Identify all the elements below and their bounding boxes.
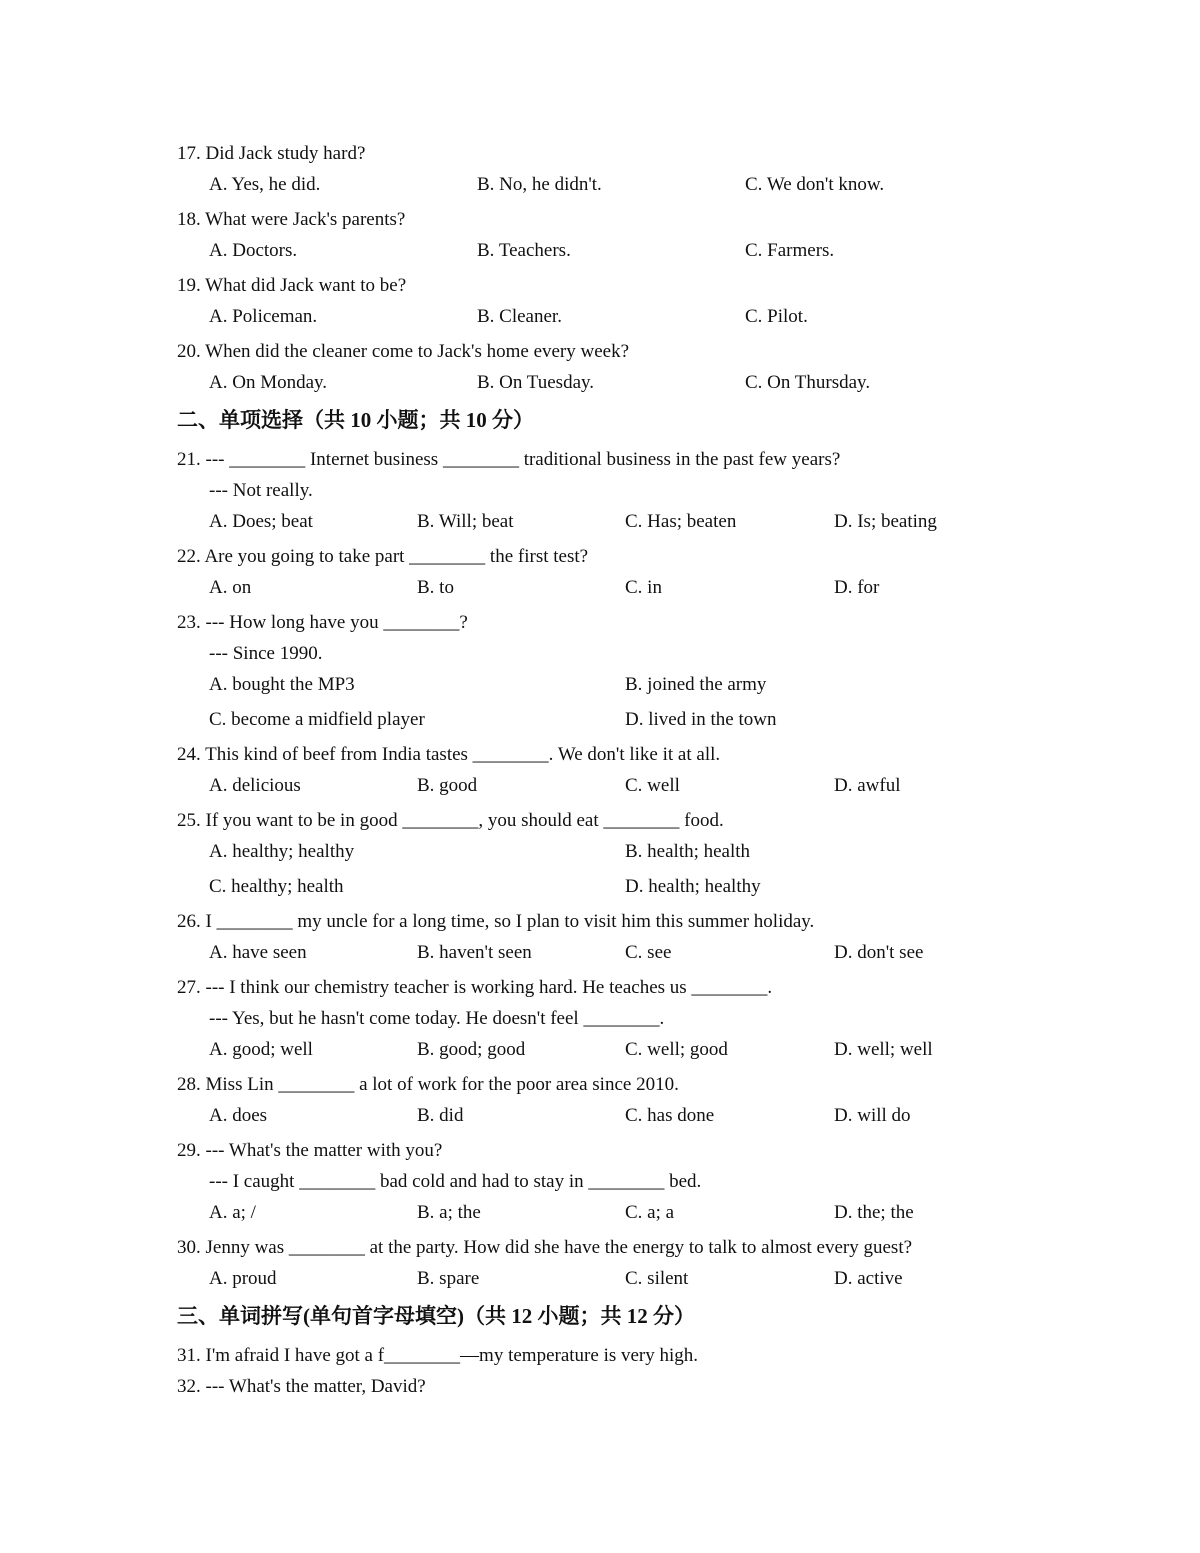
question-text: 19. What did Jack want to be? xyxy=(177,275,407,296)
answer-option: A. proud xyxy=(209,1268,277,1289)
answer-option: A. healthy; healthy xyxy=(209,841,355,862)
question xyxy=(177,1069,997,1131)
section xyxy=(177,402,997,1294)
answer-option: B. Cleaner. xyxy=(477,306,562,327)
options-row xyxy=(177,770,997,801)
answer-option: B. did xyxy=(417,1105,464,1126)
answer-option: C. has done xyxy=(625,1105,715,1126)
answer-option: B. Teachers. xyxy=(477,240,571,261)
answer-option: C. Farmers. xyxy=(745,240,835,261)
answer-option: C. well xyxy=(625,775,680,796)
question xyxy=(177,444,997,537)
options-row xyxy=(177,1100,997,1131)
answer-option: C. a; a xyxy=(625,1202,675,1223)
answer-option: D. well; well xyxy=(834,1039,933,1060)
question-text: 17. Did Jack study hard? xyxy=(177,143,366,164)
answer-option: C. in xyxy=(625,577,662,598)
answer-option: B. good; good xyxy=(417,1039,526,1060)
answer-option: A. bought the MP3 xyxy=(209,674,355,695)
answer-option: D. health; healthy xyxy=(625,876,761,897)
answer-option: D. awful xyxy=(834,775,901,796)
question-text: 26. I ________ my uncle for a long time, so I plan to visit him this summer holiday. xyxy=(177,911,815,932)
answer-option: B. to xyxy=(417,577,454,598)
options-row xyxy=(177,235,997,266)
answer-option: A. Yes, he did. xyxy=(209,174,321,195)
options-row xyxy=(177,704,997,735)
dialogue-line: --- Yes, but he hasn't come today. He doesn't feel ________. xyxy=(209,1008,665,1029)
answer-option: D. the; the xyxy=(834,1202,914,1223)
question xyxy=(177,607,997,735)
answer-option: A. delicious xyxy=(209,775,301,796)
question xyxy=(177,972,997,1065)
answer-option: C. Has; beaten xyxy=(625,511,737,532)
answer-option: A. on xyxy=(209,577,252,598)
section-heading: 三、单词拼写(单句首字母填空)（共 12 小题；共 12 分） xyxy=(177,1304,695,1328)
answer-option: B. No, he didn't. xyxy=(477,174,602,195)
question-text: 24. This kind of beef from India tastes ________. We don't like it at all. xyxy=(177,744,721,765)
answer-option: B. spare xyxy=(417,1268,480,1289)
answer-option: D. don't see xyxy=(834,942,924,963)
question-text: 27. --- I think our chemistry teacher is working hard. He teaches us ________. xyxy=(177,977,773,998)
answer-option: D. for xyxy=(834,577,880,598)
answer-option: B. a; the xyxy=(417,1202,481,1223)
options-row xyxy=(177,836,997,867)
question xyxy=(177,1371,997,1402)
options-row xyxy=(177,572,997,603)
options-row xyxy=(177,506,997,537)
answer-option: A. Doctors. xyxy=(209,240,298,261)
answer-option: A. Does; beat xyxy=(209,511,313,532)
question xyxy=(177,541,997,603)
section-heading: 二、单项选择（共 10 小题；共 10 分） xyxy=(177,408,534,432)
options-row xyxy=(177,669,997,700)
question-text: 25. If you want to be in good ________, you should eat ________ food. xyxy=(177,810,724,831)
question xyxy=(177,204,997,266)
question-text: 21. --- ________ Internet business ________ traditional business in the past few years? xyxy=(177,449,841,470)
question xyxy=(177,805,997,902)
answer-option: B. On Tuesday. xyxy=(477,372,595,393)
question xyxy=(177,138,997,200)
answer-option: D. will do xyxy=(834,1105,911,1126)
question xyxy=(177,906,997,968)
answer-option: B. good xyxy=(417,775,478,796)
dialogue-line: --- Since 1990. xyxy=(209,643,323,664)
answer-option: A. does xyxy=(209,1105,268,1126)
options-row xyxy=(177,301,997,332)
question-text: 31. I'm afraid I have got a f________—my temperature is very high. xyxy=(177,1345,699,1366)
answer-option: C. see xyxy=(625,942,672,963)
question-text: 28. Miss Lin ________ a lot of work for the poor area since 2010. xyxy=(177,1074,679,1095)
question-text: 23. --- How long have you ________? xyxy=(177,612,468,633)
question xyxy=(177,336,997,398)
options-row xyxy=(177,937,997,968)
question-text: 30. Jenny was ________ at the party. How did she have the energy to talk to almost every guest? xyxy=(177,1237,913,1258)
options-row xyxy=(177,169,997,200)
answer-option: C. become a midfield player xyxy=(209,709,425,730)
dialogue-line: --- I caught ________ bad cold and had to stay in ________ bed. xyxy=(209,1171,702,1192)
question-text: 18. What were Jack's parents? xyxy=(177,209,406,230)
answer-option: C. silent xyxy=(625,1268,689,1289)
answer-option: C. We don't know. xyxy=(745,174,885,195)
question-text: 29. --- What's the matter with you? xyxy=(177,1140,443,1161)
section xyxy=(177,138,997,398)
answer-option: B. joined the army xyxy=(625,674,767,695)
answer-option: C. healthy; health xyxy=(209,876,344,897)
answer-option: A. a; / xyxy=(209,1202,256,1223)
answer-option: A. have seen xyxy=(209,942,307,963)
answer-option: B. Will; beat xyxy=(417,511,514,532)
answer-option: B. haven't seen xyxy=(417,942,532,963)
dialogue-line: --- Not really. xyxy=(209,480,313,501)
options-row xyxy=(177,871,997,902)
answer-option: D. active xyxy=(834,1268,903,1289)
question xyxy=(177,270,997,332)
exam-document xyxy=(177,138,997,1402)
question xyxy=(177,1135,997,1228)
options-row xyxy=(177,367,997,398)
question-text: 22. Are you going to take part ________ the first test? xyxy=(177,546,589,567)
answer-option: C. well; good xyxy=(625,1039,728,1060)
options-row xyxy=(177,1263,997,1294)
answer-option: D. lived in the town xyxy=(625,709,777,730)
answer-option: A. On Monday. xyxy=(209,372,328,393)
question xyxy=(177,1232,997,1294)
question xyxy=(177,1340,997,1371)
question xyxy=(177,739,997,801)
answer-option: A. Policeman. xyxy=(209,306,318,327)
question-text: 32. --- What's the matter, David? xyxy=(177,1376,426,1397)
answer-option: D. Is; beating xyxy=(834,511,937,532)
answer-option: B. health; health xyxy=(625,841,751,862)
options-row xyxy=(177,1034,997,1065)
options-row xyxy=(177,1197,997,1228)
answer-option: A. good; well xyxy=(209,1039,313,1060)
question-text: 20. When did the cleaner come to Jack's home every week? xyxy=(177,341,630,362)
section xyxy=(177,1298,997,1402)
answer-option: C. Pilot. xyxy=(745,306,808,327)
answer-option: C. On Thursday. xyxy=(745,372,871,393)
